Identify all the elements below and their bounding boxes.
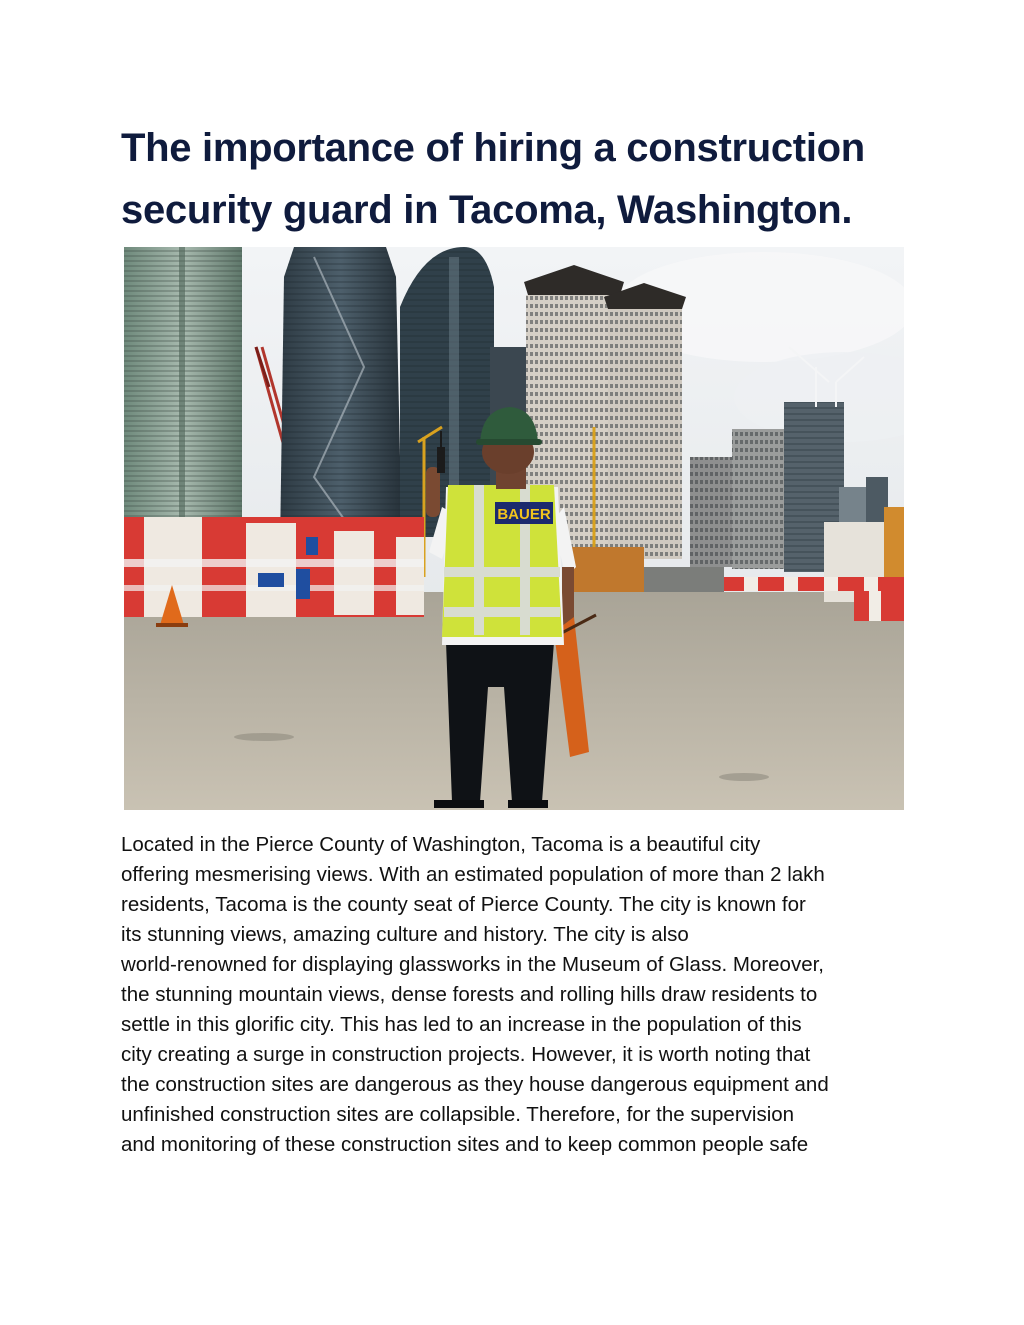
construction-site-photo <box>124 247 904 810</box>
body-paragraph <box>121 830 911 1160</box>
body-line: city creating a surge in construction projects. However, it is worth noting that <box>121 1043 811 1066</box>
body-line: unfinished construction sites are collapsible. Therefore, for the supervision <box>121 1103 795 1126</box>
body-line: settle in this glorific city. This has led to an increase in the population of this <box>121 1013 802 1036</box>
dark-tower-1 <box>280 247 402 547</box>
left-tower <box>124 247 242 537</box>
body-line: offering mesmerising views. With an estimated population of more than 2 lakh <box>121 863 825 886</box>
body-line: and monitoring of these construction sites and to keep common people safe <box>121 1133 809 1156</box>
beige-tower-2 <box>604 283 686 559</box>
site-hoarding <box>564 547 644 592</box>
body-line: world-renowned for displaying glassworks in the Museum of Glass. Moreover, <box>121 953 824 976</box>
body-line: the construction sites are dangerous as they house dangerous equipment and <box>121 1073 829 1096</box>
left-barriers <box>124 517 424 627</box>
body-line: residents, Tacoma is the county seat of Pierce County. The city is known for <box>121 893 806 916</box>
title-line-2: security guard in Tacoma, Washington. <box>121 188 853 232</box>
body-line: its stunning views, amazing culture and history. The city is also <box>121 923 689 946</box>
body-line: Located in the Pierce County of Washington, Tacoma is a beautiful city <box>121 833 761 856</box>
vest-logo-text: BAUER <box>497 506 551 523</box>
title-line-1: The importance of hiring a construction <box>121 126 865 170</box>
body-line: the stunning mountain views, dense forests and rolling hills draw residents to <box>121 983 818 1006</box>
page-title <box>121 117 921 241</box>
